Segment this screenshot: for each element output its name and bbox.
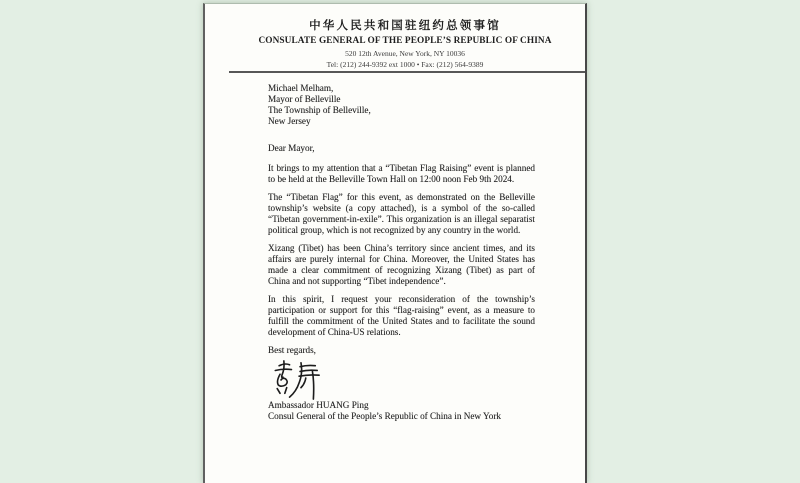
recipient-state: New Jersey [268, 116, 311, 126]
signer-title: Consul General of the People’s Republic of China in New York [268, 411, 501, 421]
consulate-contact: Tel: (212) 244-9392 ext 1000 • Fax: (212) 564-9389 [326, 60, 484, 69]
consulate-address: 520 12th Avenue, New York, NY 10036 [345, 49, 465, 58]
letterhead-divider [229, 71, 585, 73]
recipient-name: Michael Melham, [268, 83, 334, 93]
body-paragraph-1: It brings to my attention that a “Tibetan Flag Raising” event is planned to be held at the Belleville Town Hall on 12:00 noon Feb 9th 2024. [268, 163, 535, 184]
body-paragraph-3: Xizang (Tibet) has been China’s territory since ancient times, and its affairs are purely internal for China. Moreover, the United States has made a clear commitment of recognizing Xizang (Tibet) as part of China and not supporting “Tibet independence”. [268, 243, 535, 286]
letterhead [205, 4, 585, 69]
salutation: Dear Mayor, [268, 143, 315, 153]
handwritten-signature [270, 360, 332, 400]
recipient-block [268, 83, 535, 127]
closing-regards: Best regards, [268, 345, 316, 355]
signer-name: Ambassador HUANG Ping [268, 400, 369, 410]
recipient-org: The Township of Belleville, [268, 105, 371, 115]
consulate-name-english: CONSULATE GENERAL OF THE PEOPLE’S REPUBLIC OF CHINA [258, 36, 552, 46]
letter-body [268, 83, 535, 422]
body-paragraph-4: In this spirit, I request your reconsideration of the township’s participation or support for this “flag-raising” event, as a measure to fulfill the commitment of the United States and to facilitate the sound development of China-US relations. [268, 294, 535, 337]
body-paragraph-2: The “Tibetan Flag” for this event, as demonstrated on the Belleville township’s website (a copy attached), is a symbol of the so-called “Tibetan government-in-exile”. This organization is an illegal separatist political group, which is not recognized by any country in the world. [268, 192, 535, 235]
consulate-name-chinese: 中华人民共和国驻纽约总领事馆 [309, 18, 501, 32]
letter-page [203, 3, 587, 483]
recipient-title: Mayor of Belleville [268, 94, 341, 104]
